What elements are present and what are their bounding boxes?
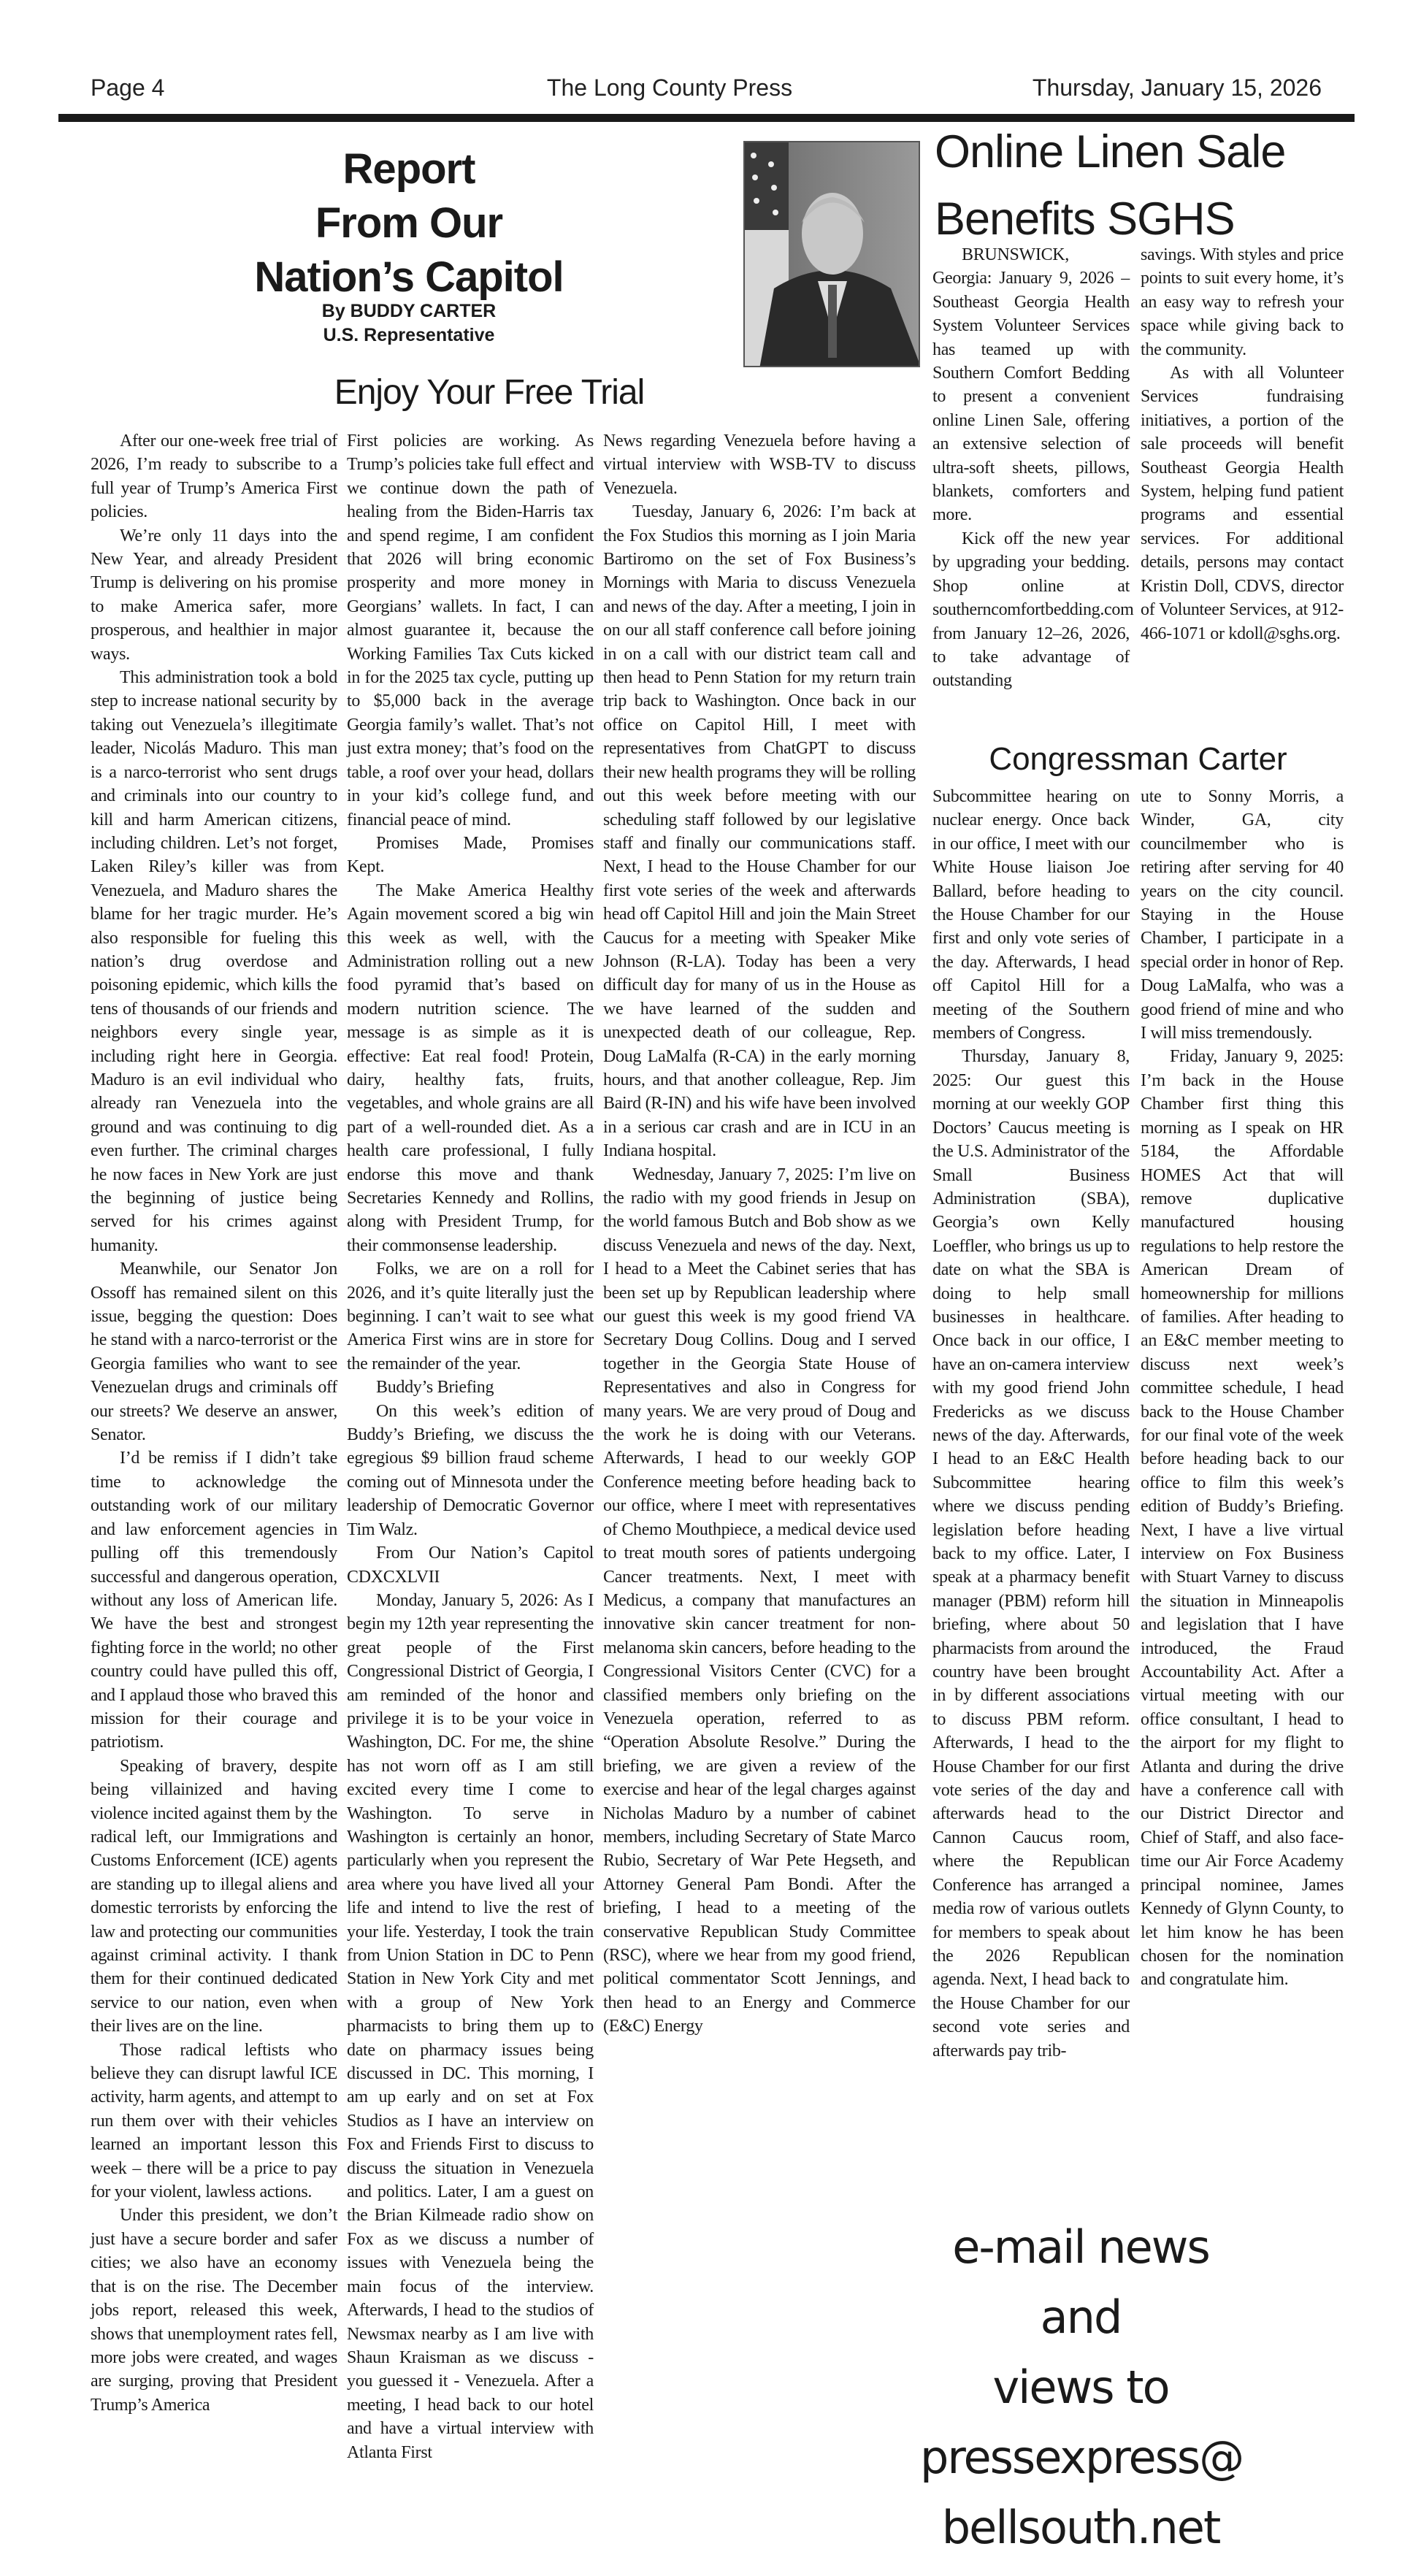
paragraph: Wednesday, January 7, 2025: I’m live on the radio with my good friends in Jesup on the world famous Butch and Bob show as we discuss Venezuela and news of the day. Next, I head to a Meet the Cabinet series that has been set up by Republican leadership where our guest this week is my good friend VA Secretary Doug Collins. Doug and I served together in the Georgia State House of Representatives and also in Congress for many years. We are very proud of Doug and the work he is doing with our Veterans. Afterwards, I head to our weekly GOP Conference meeting before heading back to our office, where I meet with representatives of Chemo Mouthpiece, a medical device used to treat mouth sores of patients undergoing Cancer treatments. Next, I meet with Medicus, a company that manufactures an innovative skin cancer treatment for non-melanoma skin cancers, before heading to the Congressional Visitors Center (CVC) for a classified members only briefing on the Venezuela operation, referred to as “Operation Absolute Resolve.” During the briefing, we are given a review of the exercise and hear of the legal charges against Nicholas Maduro by a number of cabinet members, including Secretary of State Marco Rubio, Secretary of War Pete Hegseth, and Attorney General Pam Bondi. After the briefing, I head to a meeting of the conservative Republican Study Committee (RSC), where we hear from my good friend, political commentator Scott Jennings, and then head to an Energy and Commerce (E&C) Energy <box>603 1165 916 2036</box>
author-role: U.S. Representative <box>323 325 495 345</box>
paragraph: Those radical leftists who believe they can disrupt lawful ICE activity, harm agents, and attempt to run them over with their vehicles learned an important lesson this week – there will be a price to pay for your violent, lawless actions. <box>91 2040 337 2202</box>
paragraph: savings. With styles and price points to suit every home, it’s an easy way to refresh your space while giving back to the community. <box>1141 245 1344 359</box>
linen-headline-line: Benefits SGHS <box>935 193 1235 245</box>
carter-headline: Congressman Carter <box>989 741 1287 777</box>
email-promo-line[interactable]: pressexpress@ <box>920 2431 1244 2484</box>
carter-column-2 <box>1141 785 1344 1992</box>
page-number: Page 4 <box>91 74 165 101</box>
email-promo-line: views to <box>992 2361 1169 2414</box>
paragraph: BRUNSWICK, Georgia: January 9, 2026 – Southeast Georgia Health System Volunteer Services has teamed up with Southern Comfort Bedding to present a convenient online Linen Sale, offering an extensive selection of ultra-soft sheets, pillows, blankets, comforters and more. <box>932 245 1130 525</box>
paragraph: ute to Sonny Morris, a Winder, GA, city councilmember who is retiring after serving for 40 years on the city council. Staying in the House Chamber, I participate in a special order in honor of Rep. Doug LaMalfa, who was a good friend of mine and who I will miss tremendously. <box>1141 787 1344 1043</box>
paragraph: Meanwhile, our Senator Jon Ossoff has remained silent on this issue, begging the question: Does he stand with a narco-terrorist or the Georgia families who want to see Venezuelan drugs and criminals off our streets? We deserve an answer, Senator. <box>91 1260 337 1445</box>
paragraph: Kick off the new year by upgrading your bedding. Shop online at southerncomfortbedding.com from January 12–26, 2026, to take advantage of outstanding <box>932 529 1134 691</box>
report-title-line: From Our <box>315 199 503 247</box>
report-headline: Enjoy Your Free Trial <box>334 373 645 412</box>
paragraph: I’d be remiss if I didn’t take time to acknowledge the outstanding work of our military and law enforcement agencies in pulling off this tremendously successful and dangerous operation, without any loss of American life. We have the best and strongest fighting force in the world; no other country could have pulled this off, and I applaud those who braved this mission for their courage and patriotism. <box>91 1449 337 1752</box>
paragraph: Promises Made, Promises Kept. <box>347 833 594 877</box>
portrait-photo-icon <box>745 142 920 367</box>
paragraph: Tuesday, January 6, 2026: I’m back at the Fox Studios this morning as I join Maria Bartiromo on the set of Fox Business’s Mornings with Maria to discuss Venezuela and news of the day. After a meeting, I join in on our all staff conference call before joining in on a call with our district team call and then head to Penn Station for my return train trip back to Washington. Once back in our office on Capitol Hill, I meet with representatives from ChatGPT to discuss their new health programs they will be rolling out this week before meeting with our scheduling staff followed by our legislative staff and finally our communications staff. Next, I head to the House Chamber for our first vote series of the week and afterwards head off Capitol Hill and join the Main Street Caucus for a meeting with Speaker Mike Johnson (R-LA). Today has been a very difficult day for many of us in the House as we have learned of the sudden and unexpected death of our colleague, Rep. Doug LaMalfa (R-CA) in the early morning hours, and that another colleague, Rep. Jim Baird (R-IN) and his wife have been involved in a serious car crash and are in ICU in an Indiana hospital. <box>603 502 916 1161</box>
email-promo-line[interactable]: bellsouth.net <box>941 2501 1220 2554</box>
linen-headline <box>935 118 1358 253</box>
linen-headline-line: Online Linen Sale <box>935 126 1286 177</box>
linen-column-2 <box>1141 243 1344 645</box>
paragraph: Under this president, we don’t just have a secure border and safer cities; we also have an economy that is on the rise. The December jobs report, released this week, shows that unemployment rates fell, more jobs were created, and wages are surging, proving that President Trump’s America <box>91 2206 337 2415</box>
paragraph: News regarding Venezuela before having a virtual interview with WSB-TV to discuss Venezuela. <box>603 432 916 498</box>
paragraph: We’re only 11 days into the New Year, and already President Trump is delivering on his promise to make America safer, more prosperous, and healthier in major ways. <box>91 526 337 664</box>
linen-column-1 <box>932 243 1134 693</box>
paragraph: Monday, January 5, 2026: As I begin my 12th year representing the great people of the First Congressional District of Georgia, I am reminded of the honor and privilege it is to be your voice in Washington, DC. For me, the shine has not worn off as I am still excited every time I come to Washington. To serve in Washington is certainly an honor, particularly when you represent the area where you have lived all your life and intend to live the rest of your life. Yesterday, I took the train from Union Station in DC to Penn Station in New York City and met with a group of New York pharmacists to bring them up to date on pharmacy issues being discussed in DC. This morning, I am up early and on set at Fox Studios as I have an interview on Fox and Friends First to discuss to discuss the situation in Venezuela and politics. Later, I am a guest on the Brian Kilmeade radio show on Fox as we discuss a number of issues with Venezuela being the main focus of the interview. Afterwards, I head to the studios of Newsmax nearby as I am live with Shaun Kraisman as we discuss - you guessed it - Venezuela. After a meeting, I head back to our hotel and have a virtual interview with Atlanta First <box>347 1590 594 2462</box>
paragraph: As with all Volunteer Services fundraising initiatives, a portion of the sale proceeds will benefit Southeast Georgia Health System, helping fund patient programs and essential services. For additional details, persons may contact Kristin Doll, CDVS, director of Volunteer Services, at 912-466-1071 or kdoll@sghs.org. <box>1141 364 1344 643</box>
report-title <box>219 142 599 304</box>
paragraph: First policies are working. As Trump’s policies take full effect and we continue down the path of healing from the Biden-Harris tax and spend regime, I am confident that 2026 will bring economic prosperity and more money in Georgians’ wallets. In fact, I can almost guarantee it, because the Working Families Tax Cuts kicked in for the 2025 tax cycle, putting up to $5,000 back in the average Georgia family’s wallet. That’s not just extra money; that’s food on the table, a roof over your head, dollars in your kid’s college fund, and financial peace of mind. <box>347 432 594 829</box>
report-title-line: Report <box>342 145 475 193</box>
email-promo <box>920 2212 1244 2563</box>
paragraph: Subcommittee hearing on nuclear energy. Once back in our office, I meet with our White House liaison Joe Ballard, before heading to the House Chamber for our first and only vote series of the day. Afterwards, I head off Capitol Hill for a meeting of the Southern members of Congress. <box>932 787 1130 1043</box>
portrait-photo <box>743 141 920 367</box>
paragraph: Thursday, January 8, 2025: Our guest this morning at our weekly GOP Doctors’ Caucus meeting is the U.S. Administrator of the Small Business Administration (SBA), Georgia’s own Kelly Loeffler, who brings us up to date on what the SBA is doing to help small businesses in healthcare. Once back in our office, I have an on-camera interview with my good friend John Fredericks as we discuss news of the day. Afterwards, I head to an E&C Health Subcommittee hearing where we discuss pending legislation before heading back to my office. Later, I speak at a pharmacy benefit manager (PBM) reform hill briefing, where about 50 pharmacists from around the country have been brought in by different associations to discuss PBM reform. Afterwards, I head to the House Chamber for our first vote series of the day and afterwards head to the Cannon Caucus room, where the Republican Conference has arranged a media row of various outlets for members to speak about the 2026 Republican agenda. Next, I head back to the House Chamber for our second vote series and afterwards pay trib- <box>932 1047 1130 2061</box>
email-promo-line: e-mail news and <box>952 2220 1209 2344</box>
paragraph: After our one-week free trial of 2026, I’m ready to subscribe to a full year of Trump’s America First policies. <box>91 432 337 522</box>
report-column-2 <box>347 429 594 2464</box>
paragraph: The Make America Healthy Again movement scored a big win this week as well, with the Administration rolling out a new food pyramid that’s based on modern nutrition science. The message is as simple as it is effective: Eat real food! Protein, dairy, healthy fats, fruits, vegetables, and whole grains are all part of a well-rounded diet. As a health care professional, I fully endorse this move and thank Secretaries Kennedy and Rollins, along with President Trump, for their commonsense leadership. <box>347 881 594 1255</box>
paragraph: On this week’s edition of Buddy’s Briefing, we discuss the egregious $9 billion fraud scheme coming out of Minnesota under the leadership of Democratic Governor Tim Walz. <box>347 1401 594 1539</box>
paragraph: Speaking of bravery, despite being villainized and having violence incited against them by the radical left, our Immigrations and Customs Enforcement (ICE) agents are standing up to illegal aliens and domestic terrorists by enforcing the law and protecting our communities against criminal activity. I thank them for their continued dedicated service to our nation, even when their lives are on the line. <box>91 1756 337 2036</box>
report-title-line: Nation’s Capitol <box>254 253 564 301</box>
paragraph: Folks, we are on a roll for 2026, and it’s quite literally just the beginning. I can’t wait to see what America First wins are in store for the remainder of the year. <box>347 1260 594 1373</box>
newspaper-name: The Long County Press <box>546 74 793 101</box>
paragraph: Friday, January 9, 2025: I’m back in the House Chamber first thing this morning as I speak on HR 5184, the Affordable HOMES Act that will remove duplicative manufactured housing regulations to help restore the American Dream of homeownership for millions of families. After heading to an E&C member meeting to discuss next week’s committee schedule, I head back to the House Chamber for our final vote of the week before heading back to our office to film this week’s edition of Buddy’s Briefing. Next, I have a live virtual interview on Fox Business with Stuart Varney to discuss the situation in Minneapolis and legislation that I have introduced, the Fraud Accountability Act. After a virtual meeting with our office consultant, I head to the airport for my flight to Atlanta and during the drive have a conference call with our District Director and Chief of Staff, and also face-time our Air Force Academy principal nominee, James Kennedy of Glynn County, to let him know he has been chosen for the nomination and congratulate him. <box>1141 1047 1344 1990</box>
issue-date: Thursday, January 15, 2026 <box>1032 74 1322 101</box>
report-column-3 <box>603 429 916 2039</box>
paragraph: From Our Nation’s Capitol CDXCXLVII <box>347 1544 594 1587</box>
carter-column-1 <box>932 785 1130 2063</box>
report-column-1 <box>91 429 337 2417</box>
paragraph: Buddy’s Briefing <box>376 1378 494 1398</box>
paragraph: This administration took a bold step to increase national security by taking out Venezuela’s illegitimate leader, Nicolás Maduro. This man is a narco-terrorist who sent drugs and criminals into our country to kill and harm American citizens, including children. Let’s not forget, Laken Riley’s killer was from Venezuela, and Maduro shares the blame for her tragic murder. He’s also responsible for fueling this nation’s drug overdose and poisoning epidemic, which kills the tens of thousands of our friends and neighbors every single year, including right here in Georgia. Maduro is an evil individual who already ran Venezuela into the ground and was continuing to dig even further. The criminal charges he now faces in New York are just the beginning of justice being served for his crimes against humanity. <box>91 668 337 1255</box>
author-name: By BUDDY CARTER <box>321 301 497 321</box>
byline <box>219 299 599 348</box>
